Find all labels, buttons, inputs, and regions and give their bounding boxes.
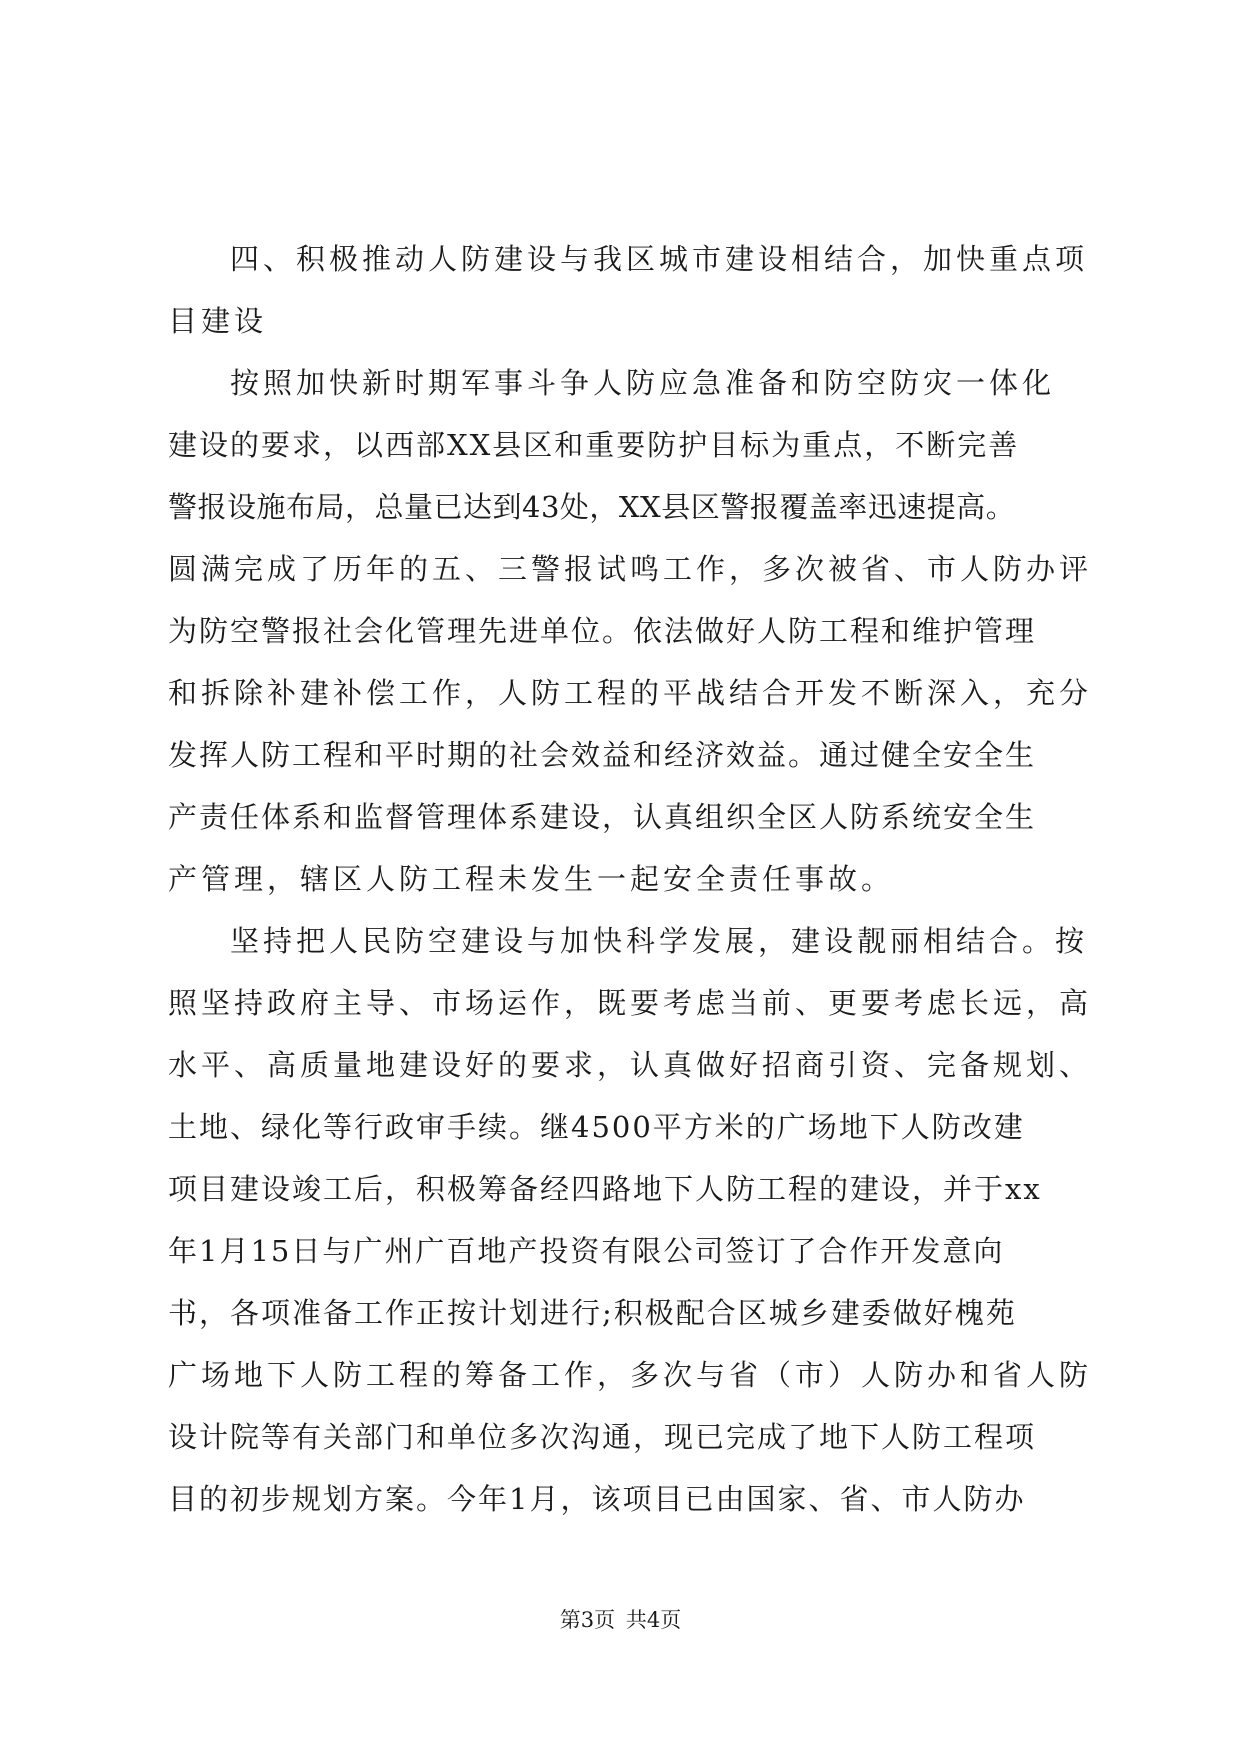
page-footer [0,1604,1241,1634]
paragraph-2-line-10: 目的初步规划方案。今年1月，该项目已由国家、省、市人防办 [168,1482,1026,1516]
section-heading-line-1: 四、积极推动人防建设与我区城市建设相结合，加快重点项 [230,242,1089,276]
body-text [168,228,1093,1530]
paragraph-2-line-2: 照坚持政府主导、市场运作，既要考虑当前、更要考虑长远，高 [168,986,1093,1020]
page-number: 第3页 [559,1608,616,1632]
paragraph-2-line-7: 书，各项准备工作正按计划进行;积极配合区城乡建委做好槐苑 [168,1296,1017,1330]
paragraph-2-line-8: 广场地下人防工程的筹备工作，多次与省（市）人防办和省人防 [168,1358,1093,1392]
paragraph-1-line-3: 警报设施布局，总量已达到43处，XX县区警报覆盖率迅速提高。 [168,490,1016,524]
section-heading-line-2: 目建设 [168,304,268,338]
paragraph-1-line-7: 发挥人防工程和平时期的社会效益和经济效益。通过健全安全生 [168,738,1037,772]
paragraph-2-line-3: 水平、高质量地建设好的要求，认真做好招商引资、完备规划、 [168,1048,1093,1082]
paragraph-2-line-1: 坚持把人民防空建设与加快科学发展，建设靓丽相结合。按 [230,924,1089,958]
paragraph-1-line-1: 按照加快新时期军事斗争人防应急准备和防空防灾一体化 [230,366,1056,400]
paragraph-1-line-4: 圆满完成了历年的五、三警报试鸣工作，多次被省、市人防办评 [168,552,1093,586]
paragraph-2-line-9: 设计院等有关部门和单位多次沟通，现已完成了地下人防工程项 [168,1420,1037,1454]
paragraph-1-line-6: 和拆除补建补偿工作，人防工程的平战结合开发不断深入，充分 [168,676,1093,710]
paragraph-2-line-5: 项目建设竣工后，积极筹备经四路地下人防工程的建设，并于xx [168,1172,1042,1206]
paragraph-1-line-2: 建设的要求，以西部XX县区和重要防护目标为重点，不断完善 [168,428,1020,462]
page-total: 共4页 [625,1608,682,1632]
paragraph-1-line-9: 产管理，辖区人防工程未发生一起安全责任事故。 [168,862,895,896]
paragraph-1-line-8: 产责任体系和监督管理体系建设，认真组织全区人防系统安全生 [168,800,1037,834]
paragraph-2-line-4: 土地、绿化等行政审手续。继4500平方米的广场地下人防改建 [168,1110,1025,1144]
paragraph-2-line-6: 年1月15日与广州广百地产投资有限公司签订了合作开发意向 [168,1234,1005,1268]
paragraph-1-line-5: 为防空警报社会化管理先进单位。依法做好人防工程和维护管理 [168,614,1037,648]
